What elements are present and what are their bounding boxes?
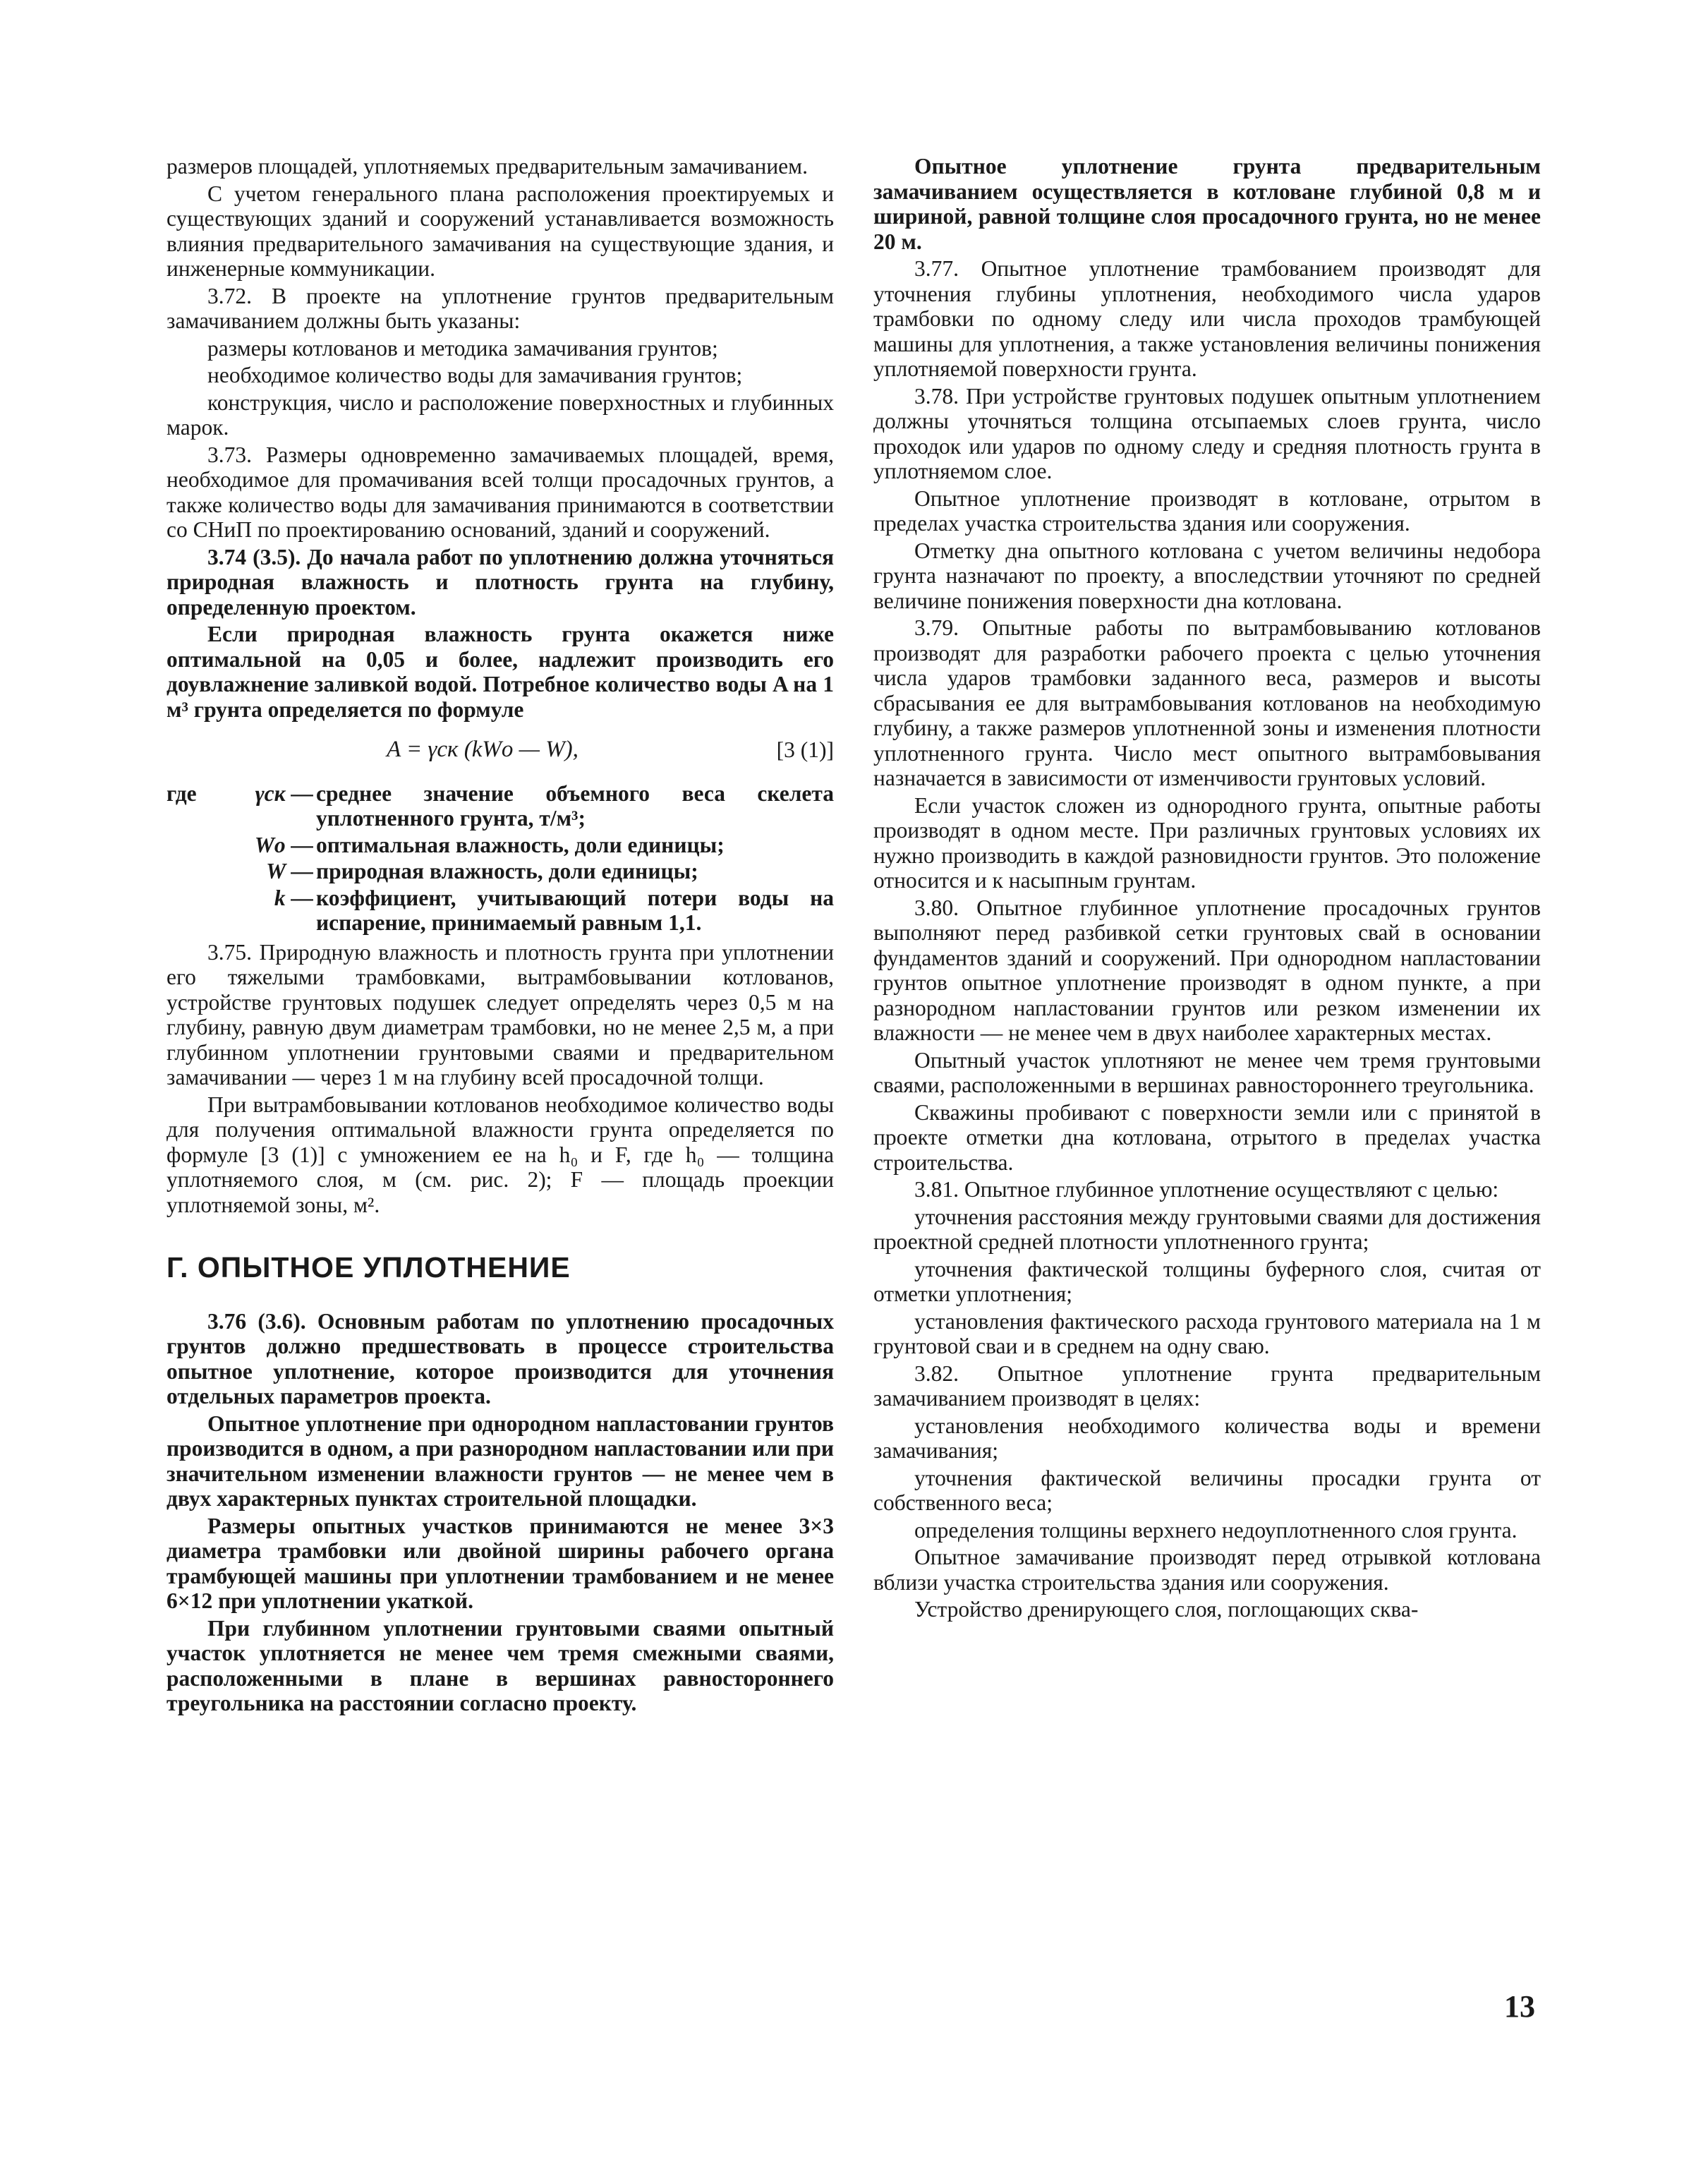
paragraph: 3.77. Опытное уплотнение трамбованием производят для уточнения глубины уплотнения, необходимого числа ударов трамбовки по одному следу или числа проходов трамбующей машины для уплотнения, а также установления величины понижения уплотняемой поверхности грунта. (873, 256, 1541, 381)
paragraph-bold: 3.76 (3.6). Основным работам по уплотнению просадочных грунтов должно предшествовать в процессе строительства опытное уплотнение, которое производится для уточнения отдельных параметров проекта. (166, 1308, 834, 1408)
legend-row (166, 859, 834, 884)
paragraph: уточнения фактической толщины буферного слоя, считая от отметки уплотнения; (873, 1256, 1541, 1306)
paragraph: Опытное замачивание производят перед отрывкой котлована вблизи участка строительства здания или сооружения. (873, 1545, 1541, 1595)
legend-row (166, 781, 834, 831)
paragraph: 3.79. Опытные работы по вытрамбовыванию котлованов производят для разработки рабочего проекта с целью уточнения числа ударов трамбовки заданного веса, размеров и высоты сбрасывания ее для вытрамбовывания котлованов на необходимую глубину, а также размеров уплотненной зоны и изменения плотности уплотненного грунта. Число мест опытного вытрамбовывания назначается в зависимости от изменчивости грунтовых условий. (873, 615, 1541, 790)
paragraph: 3.82. Опытное уплотнение грунта предварительным замачиванием производят в целях: (873, 1360, 1541, 1411)
legend-text: коэффициент, учитывающий потери воды на испарение, принимаемый равным 1,1. (316, 885, 834, 935)
paragraph: установления необходимого количества воды и времени замачивания; (873, 1413, 1541, 1463)
paragraph: размеры котлованов и методика замачивания грунтов; (207, 335, 718, 361)
paragraph: 3.72. В проекте на уплотнение грунтов предварительным замачиванием должны быть указаны: (166, 283, 834, 333)
paragraph: Опытный участок уплотняют не менее чем тремя грунтовыми сваями, расположенными в вершинах равностороннего треугольника. (873, 1047, 1541, 1097)
formula-block (166, 737, 834, 763)
paragraph: С учетом генерального плана расположения проектируемых и существующих зданий и сооружений устанавливается возможность влияния предварительного замачивания на существующие здания, и инженерные коммуникации. (166, 181, 834, 281)
paragraph: уточнения расстояния между грунтовыми сваями для достижения проектной средней плотности уплотненного грунта; (873, 1204, 1541, 1254)
paragraph: Если участок сложен из однородного грунта, опытные работы производят в одном месте. При различных грунтовых условиях их нужно производить в каждой разновидности грунтов. Это положение относится и к насыпным грунтам. (873, 792, 1541, 893)
paragraph: Отметку дна опытного котлована с учетом величины недобора грунта назначают по проекту, а впоследствии уточняют по средней величине понижения поверхности дна котлована. (873, 538, 1541, 613)
paragraph: уточнения фактической величины просадки грунта от собственного веса; (873, 1465, 1541, 1515)
section-title: Г. ОПЫТНОЕ УПЛОТНЕНИЕ (166, 1251, 571, 1284)
paragraph: 3.80. Опытное глубинное уплотнение просадочных грунтов выполняют перед разбивкой сетки грунтовых свай в основании фундаментов зданий и сооружений. При однородном напластовании грунтов опытное уплотнение производят в одном пункте, а при разнородном напластовании грунтов или резком изменении их влажности — не менее чем в двух наиболее характерных местах. (873, 895, 1541, 1045)
paragraph: Опытное уплотнение производят в котловане, отрытом в пределах участка строительства здания или сооружения. (873, 485, 1541, 536)
paragraph: При вытрамбовывании котлованов необходимое количество воды для получения оптимальной влажности грунта определяется по формуле [3 (1)] с умножением ее на h₀ и F, где h₀ — толщина уплотняемого слоя, м (см. рис. 2); F — площадь проекции уплотняемой зоны, м². (166, 1092, 834, 1217)
paragraph: 3.75. Природную влажность и плотность грунта при уплотнении его тяжелыми трамбовками, вытрамбовывании котлованов, устройстве грунтовых подушек следует определять через 0,5 м на глубину, равную двум диаметрам трамбовки, но не менее 2,5 м, а при глубинном уплотнении грунтовыми сваями и предварительном замачивании — через 1 м на глубину всей просадочной толщи. (166, 939, 834, 1089)
paragraph-bold: Если природная влажность грунта окажется ниже оптимальной на 0,05 и более, надлежит производить его доувлажнение заливкой водой. Потребное количество воды A на 1 м³ грунта определяется по формуле (166, 622, 834, 722)
paragraph: установления фактического расхода грунтового материала на 1 м грунтовой сваи и в среднем на одну сваю. (873, 1308, 1541, 1358)
paragraph: конструкция, число и расположение поверхностных и глубинных марок. (166, 390, 834, 440)
legend-text: среднее значение объемного веса скелета уплотненного грунта, т/м³; (316, 780, 834, 831)
legend-symbol: γск — (255, 780, 313, 806)
paragraph-bold: Опытное уплотнение грунта предварительным замачиванием осуществляется в котловане глубиной 0,8 м и шириной, равной толщине слоя просадочного грунта, но не менее 20 м. (873, 154, 1541, 254)
paragraph: Устройство дренирующего слоя, поглощающих сква- (914, 1597, 1419, 1622)
formula-legend (166, 781, 834, 936)
paragraph: 3.81. Опытное глубинное уплотнение осуществляют с целью: (914, 1177, 1499, 1202)
paragraph: Скважины пробивают с поверхности земли или с принятой в проекте отметки дна котлована, отрытого в пределах участка строительства. (873, 1099, 1541, 1175)
page-number: 13 (1504, 1989, 1535, 2024)
paragraph: 3.73. Размеры одновременно замачиваемых площадей, время, необходимое для промачивания всей толщи просадочных грунтов, а также количество воды для замачивания принимаются в соответствии со СНиП по проектированию оснований, зданий и сооружений. (166, 442, 834, 542)
paragraph: 3.78. При устройстве грунтовых подушек опытным уплотнением должны уточняться толщина отсыпаемых слоев грунта, число проходок или ударов по одному следу и средняя плотность грунта в уплотняемом слое. (873, 383, 1541, 483)
legend-text: оптимальная влажность, доли единицы; (316, 832, 725, 857)
paragraph: размеров площадей, уплотняемых предварительным замачиванием. (166, 154, 808, 179)
formula: A = γск (kWо — W), (387, 737, 579, 762)
right-column (873, 154, 1541, 1624)
paragraph-bold: 3.74 (3.5). До начала работ по уплотнению должна уточняться природная влажность и плотность грунта на глубину, определенную проектом. (166, 544, 834, 620)
left-column (166, 154, 834, 1718)
legend-text: природная влажность, доли единицы; (316, 859, 698, 883)
legend-symbol: Wо — (254, 832, 313, 857)
paragraph: определения толщины верхнего недоуплотненного слоя грунта. (914, 1517, 1518, 1543)
paragraph-bold: При глубинном уплотнении грунтовыми сваями опытный участок уплотняется не менее чем тремя смежными сваями, расположенными в плане в вершинах равностороннего треугольника на расстоянии согласно проекту. (166, 1615, 834, 1715)
formula-number: [3 (1)] (776, 737, 834, 762)
paragraph-bold: Опытное уплотнение при однородном напластовании грунтов производится в одном, а при разнородном напластовании или при значительном изменении влажности грунтов — не менее чем в двух характерных пунктах строительной площадки. (166, 1411, 834, 1511)
legend-row (166, 833, 834, 858)
paragraph: необходимое количество воды для замачивания грунтов; (207, 363, 743, 387)
legend-symbol: W — (266, 859, 313, 883)
legend-symbol: k — (274, 885, 313, 910)
legend-row (166, 886, 834, 936)
paragraph-bold: Размеры опытных участков принимаются не менее 3×3 диаметра трамбовки или двойной ширины рабочего органа трамбующей машины при уплотнении трамбованием и не менее 6×12 при уплотнении укаткой. (166, 1513, 834, 1613)
where-label: где (166, 780, 197, 806)
